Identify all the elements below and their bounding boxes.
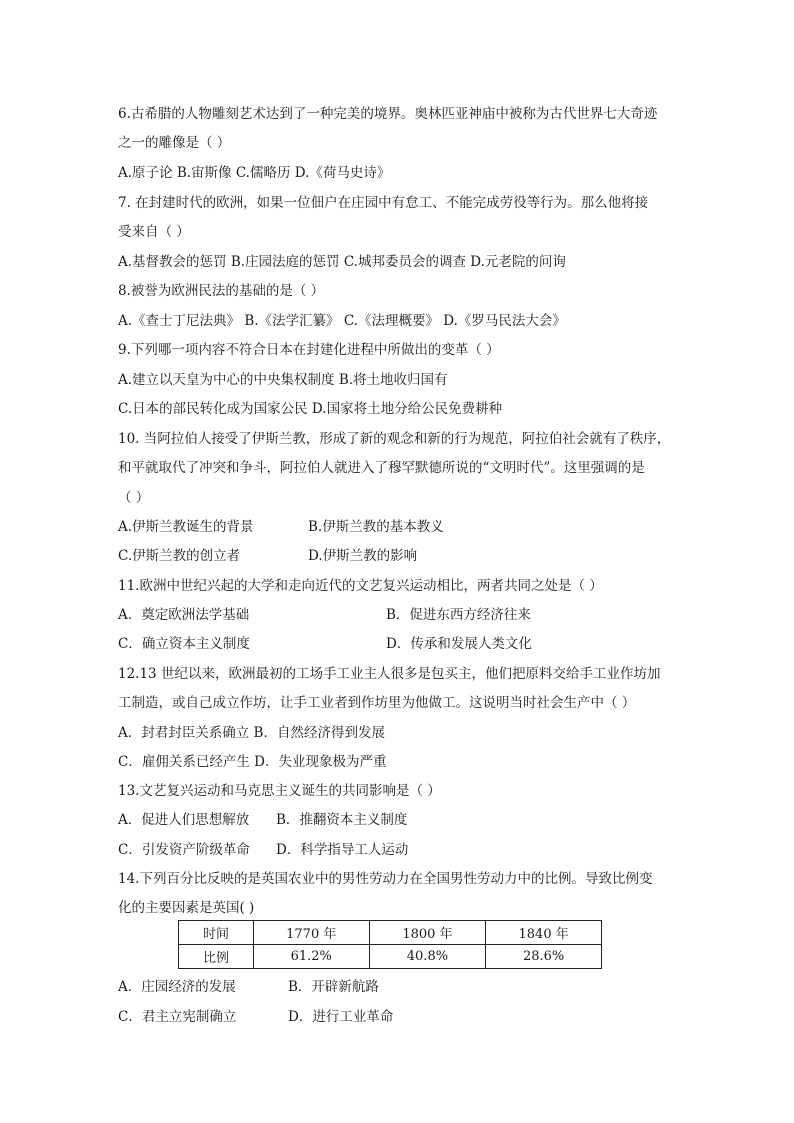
question-6-text-cont: 之一的雕像是（ ） <box>118 135 231 151</box>
table-cell: 1770 年 <box>253 921 369 945</box>
question-13-text: 13.文艺复兴运动和马克思主义诞生的共同影响是（ ） <box>118 783 441 799</box>
question-13-option-c: C．引发资产阶级革命 <box>118 842 250 858</box>
question-6-options: A.原子论 B.宙斯像 C.儒略历 D.《荷马史诗》 <box>118 165 391 181</box>
question-11-option-d: D．传承和发展人类文化 <box>386 636 532 652</box>
question-11-option-a: A．奠定欧洲法学基础 <box>118 607 250 623</box>
question-10-option-c: C.伊斯兰教的创立者 <box>118 548 241 564</box>
table-cell: 比例 <box>179 945 254 969</box>
question-13-option-a: A．促进人们思想解放 <box>118 812 250 828</box>
question-14-option-c: C．君主立宪制确立 <box>118 1009 237 1025</box>
table-cell: 时间 <box>179 921 254 945</box>
question-14-text: 14.下列百分比反映的是英国农业中的男性劳动力在全国男性劳动力中的比例。导致比例变 <box>118 871 653 887</box>
question-7-options: A.基督教会的惩罚 B.庄园法庭的惩罚 C.城邦委员会的调查 D.元老院的问询 <box>118 254 566 270</box>
question-14-option-d: D．进行工业革命 <box>288 1009 394 1025</box>
table-cell: 1840 年 <box>486 921 602 945</box>
question-10-text: 10. 当阿拉伯人接受了伊斯兰教，形成了新的观念和新的行为规范，阿拉伯社会就有了秩序， <box>118 431 671 447</box>
question-10-option-d: D.伊斯兰教的影响 <box>308 548 418 564</box>
table-cell: 40.8% <box>369 945 486 969</box>
question-12-text: 12.13 世纪以来，欧洲最初的工场手工业主人很多是包买主，他们把原料交给手工业作坊加 <box>118 666 661 682</box>
table-cell: 61.2% <box>253 945 369 969</box>
question-9-text: 9.下列哪一项内容不符合日本在封建化进程中所做出的变革（ ） <box>118 342 500 358</box>
table-cell: 1800 年 <box>369 921 486 945</box>
question-14-option-a: A．庄园经济的发展 <box>118 979 236 995</box>
question-9-options-ab: A.建立以天皇为中心的中央集权制度 B.将土地收归国有 <box>118 372 448 388</box>
table-cell: 28.6% <box>486 945 602 969</box>
labor-ratio-table <box>178 920 602 969</box>
question-12-options-cd: C．雇佣关系已经产生 D．失业现象极为严重 <box>118 754 387 770</box>
question-10-text-paren: （ ） <box>118 490 150 506</box>
question-8-text: 8.被誉为欧洲民法的基础的是（ ） <box>118 283 325 299</box>
question-10-option-a: A.伊斯兰教诞生的背景 <box>118 519 254 535</box>
question-11-option-b: B．促进东西方经济往来 <box>386 607 531 623</box>
question-7-text: 7. 在封建时代的欧洲，如果一位佃户在庄园中有怠工、不能完成劳役等行为。那么他将接 <box>118 195 649 211</box>
question-14-option-b: B．开辟新航路 <box>288 979 379 995</box>
question-12-text-cont: 工制造，或自己成立作坊，让手工业者到作坊里为他做工。这说明当时社会生产中（ ） <box>118 695 636 711</box>
table-row <box>179 945 602 969</box>
question-14-text-cont: 化的主要因素是英国( ) <box>118 900 255 916</box>
question-12-options-ab: A．封君封臣关系确立 B．自然经济得到发展 <box>118 725 385 741</box>
question-11-text: 11.欧洲中世纪兴起的大学和走向近代的文艺复兴运动相比，两者共同之处是（ ） <box>118 578 603 594</box>
question-6-text: 6.古希腊的人物雕刻艺术达到了一种完美的境界。奥林匹亚神庙中被称为古代世界七大奇迹 <box>118 106 658 122</box>
question-10-text-cont: 和平就取代了冲突和争斗，阿拉伯人就进入了穆罕默德所说的“文明时代”。这里强调的是 <box>118 460 645 476</box>
question-8-options: A.《查士丁尼法典》 B.《法学汇纂》 C.《法理概要》 D.《罗马民法大会》 <box>118 313 566 329</box>
question-13-option-b: B．推翻资本主义制度 <box>276 812 408 828</box>
question-9-options-cd: C.日本的部民转化成为国家公民 D.国家将土地分给公民免费耕种 <box>118 401 503 417</box>
question-13-option-d: D．科学指导工人运动 <box>276 842 409 858</box>
table-header-row <box>179 921 602 945</box>
question-7-text-cont: 受来自（ ） <box>118 224 190 240</box>
question-10-option-b: B.伊斯兰教的基本教义 <box>308 519 444 535</box>
question-11-option-c: C．确立资本主义制度 <box>118 636 250 652</box>
